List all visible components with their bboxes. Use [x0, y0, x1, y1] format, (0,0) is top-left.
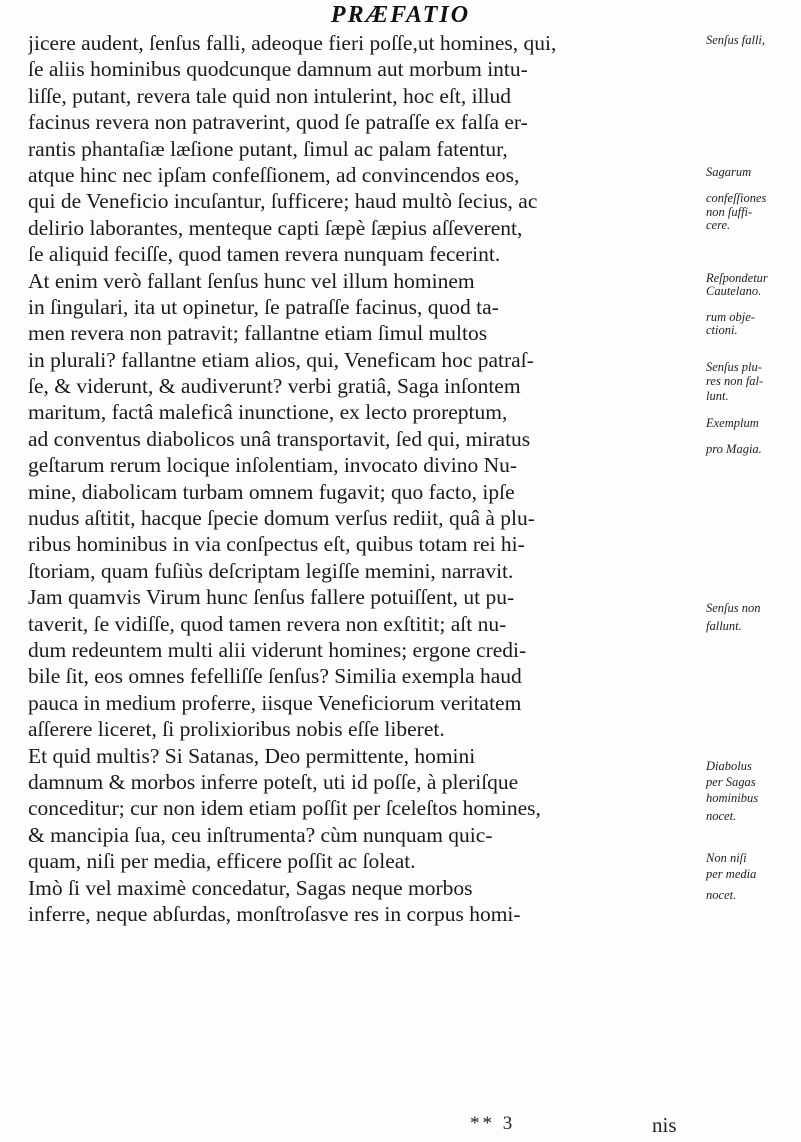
text-line: Et quid multis? Si Satanas, Deo permittente, homini: [28, 743, 476, 768]
text-line: facinus revera non patraverint, quod ſe patraſſe ex falſa er-: [28, 110, 528, 135]
marginal-note: ctioni.: [706, 323, 738, 338]
text-line: atque hinc nec ipſam confeſſionem, ad convincendos eos,: [28, 162, 520, 187]
text-line: nudus aſtitit, hacque ſpecie domum verſus rediit, quâ à plu-: [28, 506, 535, 531]
marginal-note: hominibus: [706, 790, 759, 805]
text-line: & mancipia ſua, ceu inſtrumenta? cùm nunquam quic-: [28, 822, 493, 847]
marginal-note: pro Magia.: [706, 442, 762, 457]
marginal-note: per Sagas: [706, 774, 756, 789]
marginal-note: Exemplum: [706, 415, 759, 430]
marginal-note: Reſpondetur: [706, 270, 768, 285]
text-line: inferre, neque abſurdas, monſtroſasve res in corpus homi-: [28, 901, 521, 926]
marginal-note: non ſuffi-: [706, 204, 753, 219]
text-line: taverit, ſe vidiſſe, quod tamen revera non exſtitit; aſt nu-: [28, 611, 507, 636]
text-line: quam, niſi per media, efficere poſſit ac ſoleat.: [28, 849, 416, 874]
marginal-note: fallunt.: [706, 619, 742, 634]
body-text: [28, 30, 704, 927]
text-line: bile ſit, eos omnes fefelliſſe ſenſus? Similia exempla haud: [28, 664, 522, 689]
marginal-note: Non niſi: [706, 851, 747, 866]
marginal-note: lunt.: [706, 389, 729, 404]
marginal-note: per media: [706, 867, 757, 882]
text-line: in ſingulari, ita ut opinetur, ſe patraſſe facinus, quod ta-: [28, 294, 499, 319]
running-head: PRÆFATIO: [330, 2, 471, 28]
signature-mark: ** 3: [470, 1113, 516, 1134]
text-line: mine, diabolicam turbam omnem fugavit; quo facto, ipſe: [28, 479, 515, 504]
text-line: men revera non patravit; fallantne etiam ſimul multos: [28, 321, 488, 346]
text-line: ſtoriam, quam fuſiùs deſcriptam legiſſe memini, narravit.: [28, 558, 514, 583]
text-line: ſe aliquid feciſſe, quod tamen revera nunquam fecerint.: [28, 242, 501, 267]
catchword: nis: [652, 1113, 677, 1137]
marginal-note: Cautelano.: [706, 283, 762, 298]
text-line: rantis phantaſiæ læſione putant, ſimul ac palam fatentur,: [28, 136, 508, 161]
text-line: ſe, & viderunt, & audiverunt? verbi gratiâ, Saga inſontem: [28, 374, 521, 399]
marginal-note: rum obje-: [706, 310, 755, 325]
text-line: Imò ſi vel maximè concedatur, Sagas neque morbos: [28, 875, 473, 900]
text-line: dum redeuntem multi alii viderunt homines; ergone credi-: [28, 637, 527, 662]
marginal-note: Diabolus: [706, 759, 752, 773]
marginal-note: nocet.: [706, 888, 737, 903]
text-line: qui de Veneficio incuſantur, ſufficere; haud multò ſecius, ac: [28, 189, 538, 214]
marginal-note: Senſus plu-: [706, 360, 762, 375]
text-line: Jam quamvis Virum hunc ſenſus fallere potuiſſent, ut pu-: [28, 585, 515, 610]
text-line: ribus hominibus in via conſpectus eſt, quibus totam rei hi-: [28, 532, 525, 557]
marginal-note: nocet.: [706, 809, 737, 824]
marginal-note: confeſſiones: [706, 191, 767, 206]
text-line: liſſe, putant, revera tale quid non intulerint, hoc eſt, illud: [28, 83, 512, 108]
marginal-note: Senſus falli,: [706, 33, 766, 47]
text-line: in plurali? fallantne etiam alios, qui, Veneficam hoc patraſ-: [28, 347, 534, 372]
text-line: delirio laborantes, menteque capti ſæpè ſæpius aſſeverent,: [28, 215, 523, 240]
text-line: damnum & morbos inferre poteſt, uti id poſſe, à pleriſque: [28, 769, 519, 794]
marginal-note: res non fal-: [706, 373, 764, 388]
text-line: pauca in medium proferre, iisque Veneficiorum veritatem: [28, 690, 522, 715]
text-line: jicere audent, ſenſus falli, adeoque fieri poſſe,ut homines, qui,: [28, 31, 557, 55]
text-line: ad conventus diabolicos unâ transportavit, ſed qui, miratus: [28, 426, 531, 451]
text-line: maritum, factâ maleficâ inunctione, ex lecto proreptum,: [28, 400, 508, 425]
marginal-note: cere.: [706, 217, 731, 232]
text-line: At enim verò fallant ſenſus hunc vel illum hominem: [28, 268, 475, 293]
text-line: ſe aliis hominibus quodcunque damnum aut morbum intu-: [28, 57, 528, 82]
text-line: geſtarum rerum locique inſolentiam, invocato divino Nu-: [28, 453, 517, 478]
marginal-note: Sagarum: [706, 165, 752, 179]
text-line: conceditur; cur non idem etiam poſſit per ſceleſtos homines,: [28, 796, 541, 821]
text-line: aſſerere liceret, ſi prolixioribus nobis eſſe liberet.: [28, 717, 445, 742]
marginal-note: Senſus non: [706, 600, 761, 615]
